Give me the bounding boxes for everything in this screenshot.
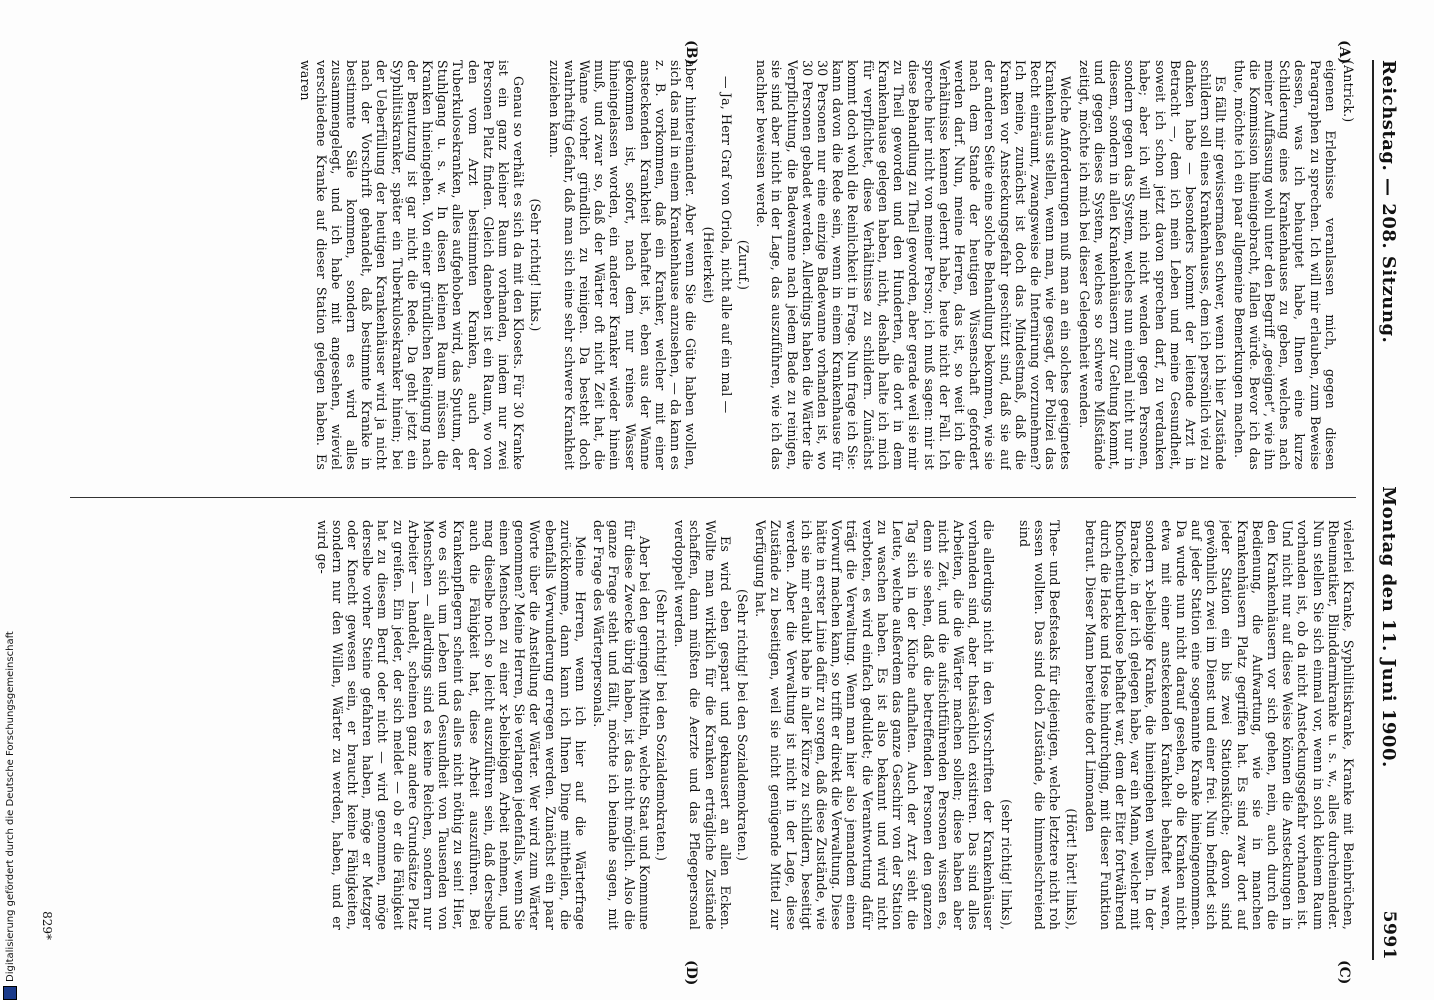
paragraph: — Ja, Herr Graf von Oriola, nicht alle auf ein mal — [718,76,734,414]
paragraph: die allerdings nicht in den Vorschriften der Krankenhäuser vorhanden sind, aber thatsächlich existiren. Das sind alles Arbeiten, die die Wärter machen sollen; diese haben aber nicht Zeit, und die aufsichtführenden Personen wissen es, denn sie sehen, daß die betreffenden Personen den ganzen Tag sich in der Küche aufhalten. Auch der Arzt sieht die Leute, welche außerdem das ganze Geschirr von der Station zu waschen haben. Es ist also bekannt und wird nicht verboten, es wird einfach geduldet; die Verantwortung dafür trägt die Verwaltung. Wenn man hier also jemandem einen Vorwurf machen kann, so trifft er direkt die Verwaltung. Diese hätte in erster Linie dafür zu sorgen, daß diese Zustände, wie ich sie mir erlaubt habe in aller Kürze zu schildern, beseitigt werden. Aber die Verwaltung ist nicht in der Lage, diese Zustände zu beseitigen, weil sie nicht genügende Mittel zur Verfügung hat. [753,520,997,930]
header-left: Reichstag. — 208. Sitzung. [1378,60,1400,344]
header-date: Montag den 11. Juni 1900. [1378,486,1400,768]
paragraph: eigenen Erlebnisse veranlassen mich, gegen diesen Paragraphen zu sprechen. Ich will mir erlauben, zum Beweise dessen, was ich behauptet habe, Ihnen eine kurze Schilderung eines Krankenhauses zu geben, welches nach meiner Auffassung wohl unter den Begriff „geeignet“, wie ihn die Kommission hineingebracht, fallen würde. Bevor ich das thue, möchte ich ein paar allgemeine Bemerkungen machen. [1231,60,1338,470]
page-number: 5991 [1379,910,1399,960]
footer-number: 829* [40,911,54,940]
column-divider [70,497,1356,498]
margin-mark-b: (B) [683,40,699,66]
paragraph: vielerlei Kranke, Syphilitiskranke, Kranke mit Beinbrüchen, Rheumatiker, Blinddarmkranke u. s. w., alles durcheinander. Nun stellen Sie sich einmal vor, wenn in solch kleinem Raum vorhanden ist, ob da nicht Ansteckungsgefahr vorhanden ist. Und nicht nur auf diese Weise können die Ansteckungen in den Krankenhäusern vor sich gehen, nein, auch durch die Bedienung, die Aufwartung, wie sie in manchen Krankenhäusern Platz gegriffen hat. Es sind zwar dort auf jeder Station ein bis zwei Stationsküche; davon sind gewöhnlich zwei im Dienst und einer frei. Nun befindet sich auf jeder Station eine sogenannte Kranke hineingenommen. Da wurde nun nicht darauf gesehen, ob die Kranken nicht etwa mit einer ansteckenden Krankheit behaftet waren, sondern x-beliebige Kranke, die hineingehen wollten. In der Baracke, in der ich gelegen habe, war ein Mann, welcher mit Knochentuberkulose behaftet war, dem der Eiter fortwährend durch die Hacke und Hose hindurchging, mit dieser Funktion betraut. Dieser Mann bereitete dort Limonaden [1082,520,1356,930]
right-column [70,520,1356,930]
interjection: (Zuruf.) [736,239,752,291]
left-column [70,60,1356,470]
speaker-name: (Antrick.) [1341,60,1356,123]
paragraph: aber hintereinander. Aber wenn Sie die Güte haben wollen, sich das mal in einem Krankenhause anzusehen, — da kann es z. B. vorkommen, daß ein Kranker, welcher mit einer ansteckenden Krankheit behaftet ist, eben aus der Wanne gekommen ist, sofort, nach dem nur reines Wasser hineingelassen worden, ein anderer Kranker wieder hinein muß, und zwar so, daß der Wärter oft nicht Zeit hat, die Wanne vorher gründlich zu reinigen. Da besteht doch wahrhaftig Gefahr, daß man sich eine sehr schwere Krankheit zuziehen kann. [546,60,699,470]
dfg-logo-icon [3,986,17,1000]
paragraph: Aber bei den geringen Mitteln, welche Staat und Kommune für diese Zwecke übrig haben, ist das nicht möglich. Also die ganze Frage steht und fällt, möchte ich beinahe sagen, mit der Frage des Wärterpersonals. [591,520,652,930]
margin-mark-c: (C) [1336,960,1352,985]
margin-mark-a: (A) [1336,40,1352,65]
paragraph: Genau so verhält es sich da mit den Klosets. Für 30 Kranke ist ein ganz kleiner Raum vorhanden, indem nur zwei Personen Platz finden. Gleich daneben ist ein Raum, wo von den vom Arzt bestimmten Kranken, auch der Tuberkulosekranken, alles aufgehoben wird, das Sputum, der Stuhlgang u. s. w. In diesen kleinen Raum müssen die Kranken hineingehen. Von einer gründlichen Reinigung nach der Benutzung ist gar nicht die Rede. Da geht jetzt ein Syphilitiskranker, später ein Tuberkulosekranker hinein; bei der Ueberfüllung der heutigen Krankenhäuser wird ja nicht nach der Vorschrift gehandelt, daß bestimmte Kranke in bestimmte Säle kommen, sondern es wird alles zusammengelegt, und ich habe mit angesehen, wieviel verschiedene Kranke auf dieser Station gelegen haben. Es waren [298,60,527,470]
interjection: (Sehr richtig! bei den Sozialdemokraten.) [654,588,670,862]
digitization-credit [2,600,18,1000]
paragraph: Thee- und Beefsteaks für diejenigen, welche letztere nicht roh essen wollten. Das sind doch Zustände, die himmelschreiend sind [1016,520,1063,930]
interjection: (Sehr richtig! links.) [528,198,544,332]
paragraph: Es wird eben gespart und geknausert an allen Ecken. Wollte man wirklich für die Kranken erträgliche Zustände schaffen, dann müßten die Aerzte und das Pflegepersonal verdoppelt werden. [672,520,733,930]
paragraph: Meine Herren, wenn ich hier auf die Wärterfrage zurückkomme, dann kann ich Ihnen Dinge mittheilen, die ebenfalls Verwunderung erregen werden. Zunächst ein paar Worte über die Anstellung der Wärter. Wer wird zum Wärter genommen? Meine Herren, Sie verlangen jedenfalls, wenn Sie einen Menschen zu einer x-beliebigen Arbeit nehmen, und mag dieselbe noch so leicht auszuführen sein, daß derselbe auch die Fähigkeit hat, diese Arbeit auszuführen. Bei Krankenpflegern scheint das alles nicht nöthig zu sein! Hier, wo es sich um Leben und Gesundheit von Tausenden von Menschen — allerdings sind es keine Reichen, sondern nur Arbeiter — handelt, scheinen ganz andere Grundsätze Platz zu greifen. Ein jeder, der sich meldet — ob er die Fähigkeit hat zu diesem Beruf oder nicht — wird genommen, möge derselbe vorher Steine gefahren haben, möge er Metzger oder Knecht gewesen sein, er braucht keine Fähigkeiten, sondern nur den Willen, Wärter zu werden, haben, und er wird ge- [314,520,589,930]
interjection: (Sehr richtig! bei den Sozialdemokraten.) [735,588,751,862]
interjection: (sehr richtig! links), [998,799,1014,930]
paragraph: Es fällt mir gewissermaßen schwer, wenn ich hier Zustände schildern soll eines Krankenhauses, dem ich persönlich viel zu danken habe — besonders kommt der leitende Arzt in Betracht —, dem ich mein Leben und meine Gesundheit, soweit ich schon jetzt davon sprechen darf, zu verdanken habe; aber ich will mich nicht wenden gegen Personen, sondern gegen das System, welches nun einmal nicht nur in diesem, sondern in allen Krankenhäusern zur Geltung kommt, und gegen dieses System, welches so schwere Mißstände zeitigt, möchte ich mich bei dieser Gelegenheit wenden. [1076,60,1229,470]
credit-text: Digitalisierung gefördert durch die Deutsche Forschungsgemeinschaft [4,631,16,982]
interjection: (Heiterkeit) [700,226,716,304]
paragraph: Welche Anforderungen muß man an ein solches geeignetes Krankenhaus stellen, wenn man, wie gesagt, der Polizei das Recht einräumt, zwangsweise die Internirung vorzunehmen? Ich meine, zunächst ist doch das Mindestmaß, daß die Kranken vor Ansteckungsgefahr geschützt sind, daß sie auf der anderen Seite eine solche Behandlung bekommen, wie sie nach dem Stande der heutigen Wissenschaft gefordert werden darf. Nun, meine Herren, das ist, so weit ich die Verhältnisse kennen gelernt habe, heute nicht der Fall. Ich spreche hier nicht von meiner Person; ich muß sagen: mir ist diese Behandlung zu Theil geworden, aber gerade weil sie mir zu Theil geworden und den Hunderten, die dort in dem Krankenhause gelegen haben, nicht, deshalb halte ich mich für verpflichtet, diese Verhältnisse zu schildern. Zunächst kommt doch wohl die Reinlichkeit in Frage. Nun frage ich Sie: kann davon die Rede sein, wenn in einem Krankenhause für 30 Personen nur eine einzige Badewanne vorhanden ist, wo 30 Personen gebadet werden. Allerdings haben die Wärter die Verpflichtung, die Badewanne nach jedem Bade zu reinigen, sie sind aber nicht in der Lage, das auszuführen, wie ich das nachher beweisen werde. [754,60,1074,470]
page-header [1372,60,1404,960]
interjection: (Hört! hört! links), [1064,808,1080,930]
margin-mark-d: (D) [683,960,699,986]
